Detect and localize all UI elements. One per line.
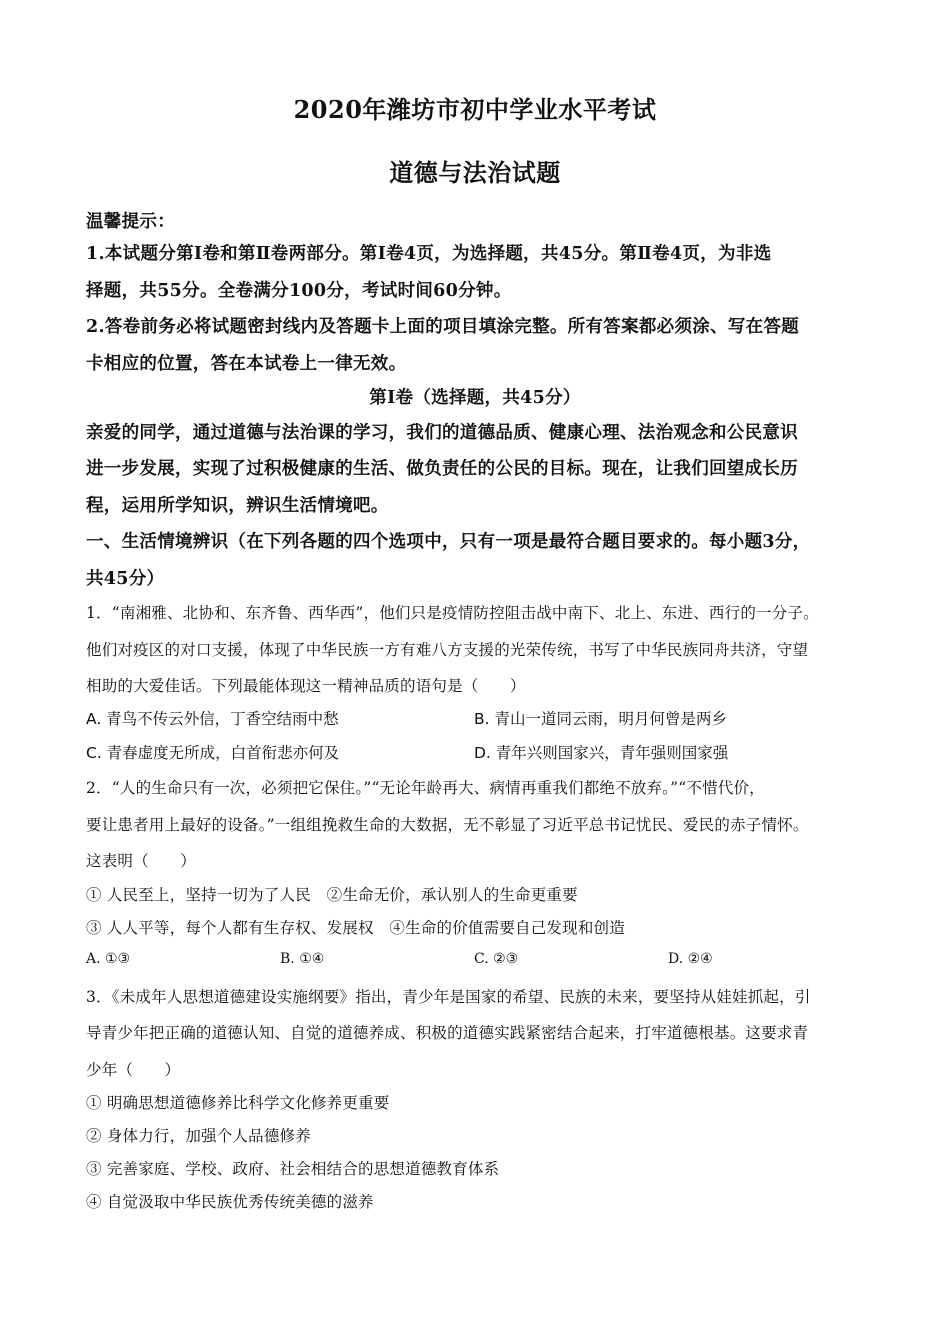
part-heading-line-1: 一、生活情境辨识（在下列各题的四个选项中，只有一项是最符合题目要求的。每小题3分， [86, 532, 811, 552]
question-2-statement-2: ③ 人人平等，每个人都有生存权、发展权 ④生命的价值需要自己发现和创造 [86, 919, 625, 937]
question-2-line-3: 这表明（ ） [86, 852, 196, 870]
question-1-option-b: B. 青山一道同云雨，明月何曾是两乡 [474, 710, 727, 728]
question-1-option-c: C. 青春虚度无所成，白首衔悲亦何及 [86, 744, 340, 762]
question-1-option-a: A. 青鸟不传云外信，丁香空结雨中愁 [86, 710, 339, 728]
exam-title: 2020年潍坊市初中学业水平考试 [293, 95, 657, 124]
part-heading-line-2: 共45分） [86, 569, 165, 589]
question-2-line-2: 要让患者用上最好的设备。”一组组挽救生命的大数据，无不彰显了习近平总书记忧民、爱民的赤子情怀。 [86, 816, 809, 834]
notice-item-2-line-2: 卡相应的位置，答在本试卷上一律无效。 [86, 354, 407, 374]
question-3-statement-1: ① 明确思想道德修养比科学文化修养更重要 [86, 1094, 390, 1112]
question-1-line-3: 相助的大爱佳话。下列最能体现这一精神品质的语句是（ ） [86, 677, 526, 695]
notice-heading: 温馨提示： [86, 212, 175, 232]
question-2-option-a: A. ①③ [86, 951, 131, 967]
question-3-line-2: 导青少年把正确的道德认知、自觉的道德养成、积极的道德实践紧密结合起来，打牢道德根基。这要求青 [86, 1024, 809, 1042]
question-2-line-1: 2．“人的生命只有一次，必须把它保住。”“无论年龄再大、病情再重我们都绝不放弃。”“不惜代价， [86, 779, 765, 797]
question-3-line-1: 3．《未成年人思想道德建设实施纲要》指出，青少年是国家的希望、民族的未来，要坚持从娃娃抓起，引 [86, 988, 811, 1006]
question-3-statement-2: ② 身体力行，加强个人品德修养 [86, 1127, 311, 1145]
question-1-line-1: 1．“南湘雅、北协和、东齐鲁、西华西”，他们只是疫情防控阻击战中南下、北上、东进、西行的一分子。 [86, 604, 819, 622]
question-3-statement-4: ④ 自觉汲取中华民族优秀传统美德的滋养 [86, 1193, 374, 1211]
question-2-statement-1: ① 人民至上，坚持一切为了人民 ②生命无价，承认别人的生命更重要 [86, 886, 578, 904]
question-3-statement-3: ③ 完善家庭、学校、政府、社会相结合的思想道德教育体系 [86, 1160, 500, 1178]
question-1-line-2: 他们对疫区的对口支援，体现了中华民族一方有难八方支援的光荣传统，书写了中华民族同舟共济，守望 [86, 641, 809, 659]
question-2-option-c: C. ②③ [474, 951, 519, 967]
notice-item-1-line-1: 1.本试题分第Ⅰ卷和第Ⅱ卷两部分。第Ⅰ卷4页，为选择题，共45分。第Ⅱ卷4页，为非选 [86, 244, 772, 264]
question-3-line-3: 少年（ ） [86, 1061, 181, 1079]
intro-line-1: 亲爱的同学，通过道德与法治课的学习，我们的道德品质、健康心理、法治观念和公民意识 [86, 423, 798, 443]
notice-item-1-line-2: 择题，共55分。全卷满分100分，考试时间60分钟。 [86, 281, 512, 301]
exam-subtitle: 道德与法治试题 [389, 158, 561, 187]
question-1-option-d: D. 青年兴则国家兴，青年强则国家强 [474, 744, 729, 762]
question-2-option-b: B. ①④ [280, 951, 325, 967]
question-2-option-d: D. ②④ [668, 951, 713, 967]
notice-item-2-line-1: 2.答卷前务必将试题密封线内及答题卡上面的项目填涂完整。所有答案都必须涂、写在答题 [86, 317, 800, 337]
section-heading: 第Ⅰ卷（选择题，共45分） [369, 388, 581, 408]
intro-line-2: 进一步发展，实现了过积极健康的生活、做负责任的公民的目标。现在，让我们回望成长历 [86, 459, 798, 479]
intro-line-3: 程，运用所学知识，辨识生活情境吧。 [86, 496, 389, 516]
